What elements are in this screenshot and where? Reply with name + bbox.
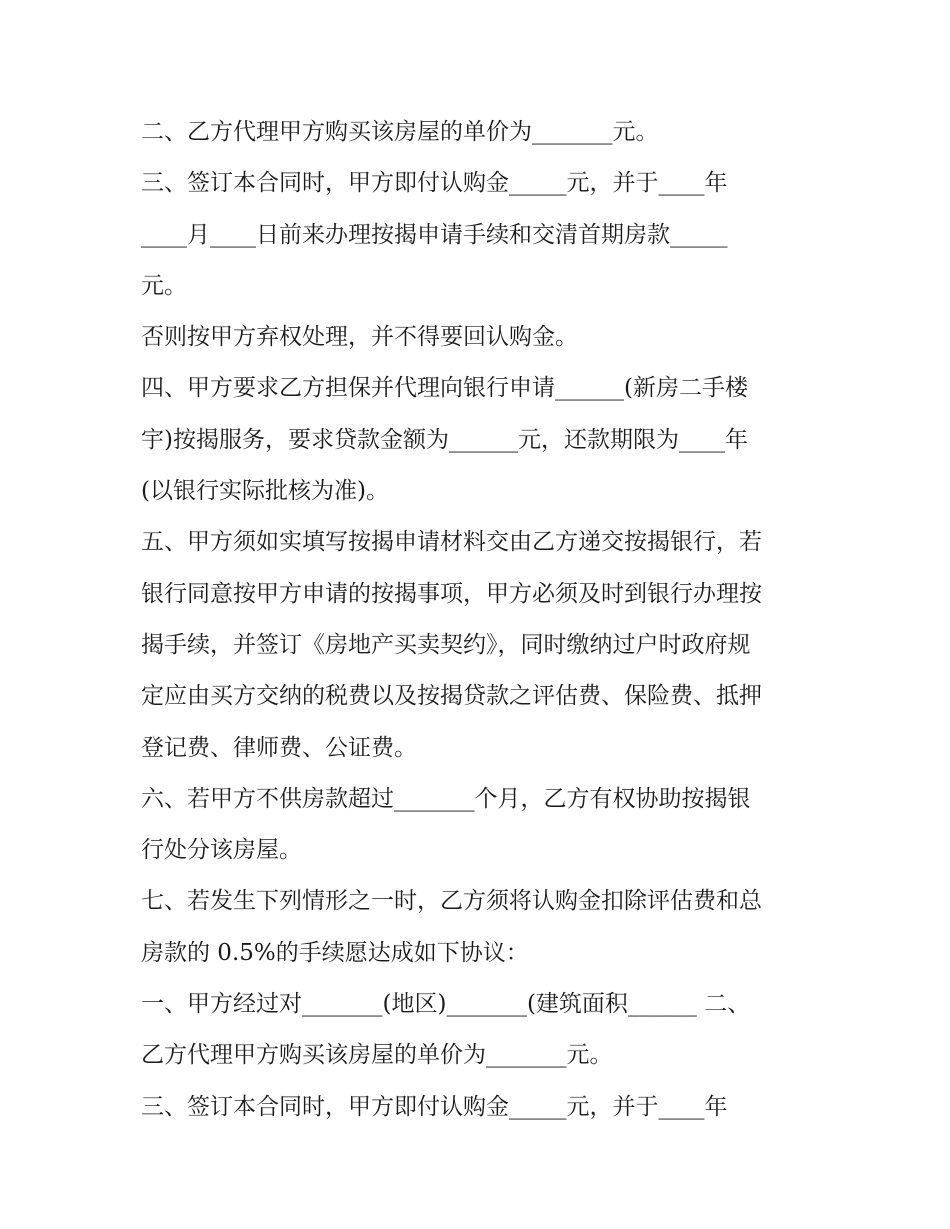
- text-line: 五、甲方须如实填写按揭申请材料交由乙方递交按揭银行，若: [141, 529, 762, 556]
- text-line: 三、签订本合同时，甲方即付认购金_____元，并于____年: [141, 170, 728, 197]
- text-line: 登记费、律师费、公证费。: [141, 734, 417, 761]
- text-line: 房款的 0.5%的手续愿达成如下协议：: [141, 939, 529, 966]
- text-line: 元。: [141, 272, 187, 299]
- text-line: (以银行实际批核为准)。: [141, 478, 389, 505]
- text-line: 乙方代理甲方购买该房屋的单价为_______元。: [141, 1042, 613, 1069]
- text-line: 行处分该房屋。: [141, 837, 302, 864]
- text-line: ____月____日前来办理按揭申请手续和交清首期房款_____: [141, 221, 728, 248]
- text-line: 七、若发生下列情形之一时，乙方须将认购金扣除评估费和总: [141, 888, 762, 915]
- text-line: 六、若甲方不供房款超过_______个月，乙方有权协助按揭银: [141, 785, 751, 812]
- text-line: 否则按甲方弃权处理，并不得要回认购金。: [141, 324, 578, 351]
- text-line: 揭手续，并签订《房地产买卖契约》，同时缴纳过户时政府规: [141, 631, 751, 658]
- text-line: 宇)按揭服务，要求贷款金额为______元，还款期限为____年: [141, 426, 748, 453]
- text-line: 二、乙方代理甲方购买该房屋的单价为_______元。: [141, 119, 659, 145]
- text-line: 银行同意按甲方申请的按揭事项，甲方必须及时到银行办理按: [141, 580, 762, 607]
- text-line: 一、甲方经过对_______(地区)_______(建筑面积______ 二、: [141, 991, 751, 1018]
- text-line: 定应由买方交纳的税费以及按揭贷款之评估费、保险费、抵押: [141, 683, 762, 710]
- text-line: 三、签订本合同时，甲方即付认购金_____元，并于____年: [141, 1093, 728, 1120]
- document-body: [141, 107, 821, 1133]
- text-line: 四、甲方要求乙方担保并代理向银行申请______(新房二手楼: [141, 375, 748, 402]
